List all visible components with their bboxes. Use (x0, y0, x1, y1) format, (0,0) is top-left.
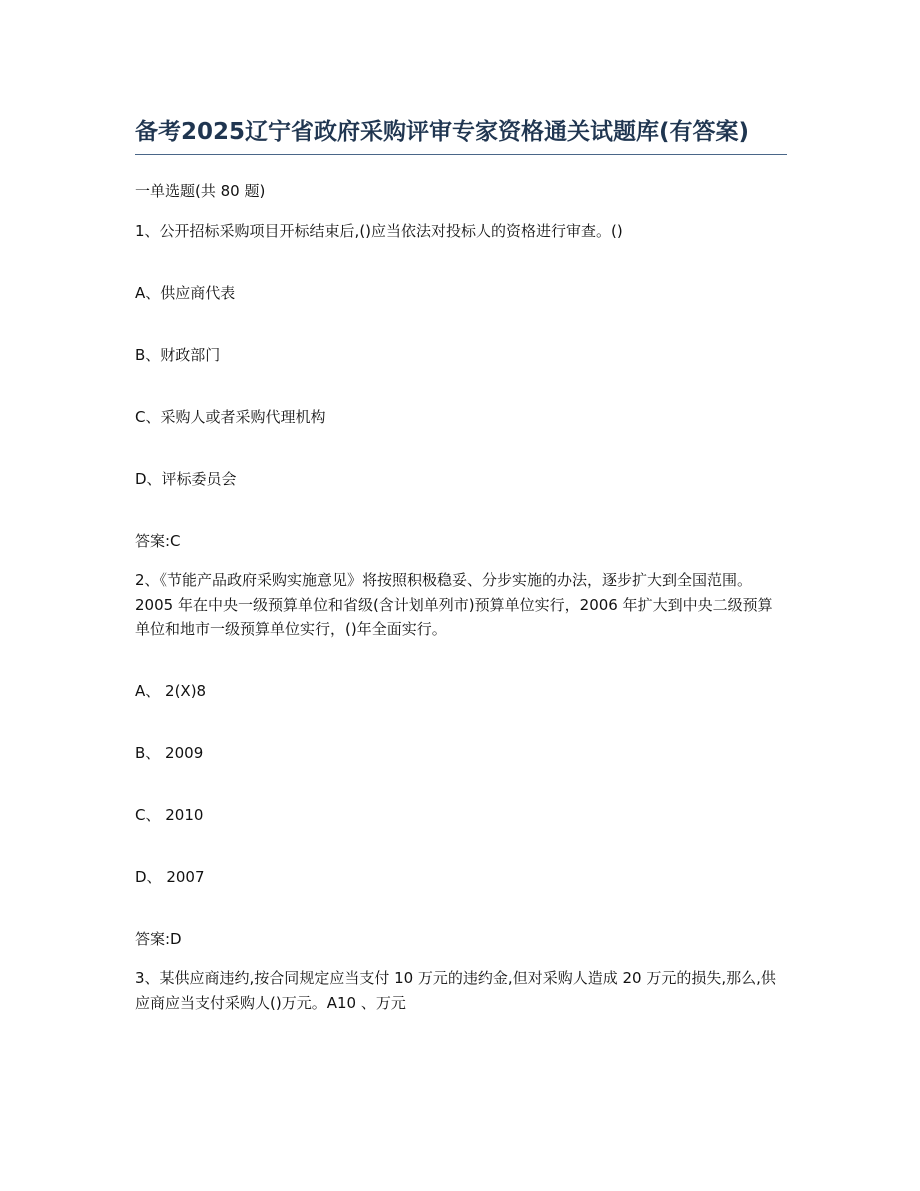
title-divider (135, 154, 787, 155)
question-1-option-c: C、采购人或者采购代理机构 (135, 408, 326, 426)
question-1-answer: 答案:C (135, 532, 181, 550)
question-1-option-d: D、评标委员会 (135, 470, 237, 488)
question-2-option-d: D、 2007 (135, 868, 205, 886)
question-1-option-b: B、财政部门 (135, 346, 221, 364)
question-2-answer: 答案:D (135, 930, 182, 948)
question-1-text: 1、公开招标采购项目开标结束后,()应当依法对投标人的资格进行审查。() (135, 222, 623, 240)
question-1-option-a: A、供应商代表 (135, 284, 236, 302)
question-2-option-a: A、 2(X)8 (135, 682, 207, 700)
question-3-text: 3、某供应商违约,按合同规定应当支付 10 万元的违约金,但对采购人造成 20 万元的损失,那么,供应商应当支付采购人()万元。A10 、万元 (135, 969, 776, 1012)
question-2-text: 2、《节能产品政府采购实施意见》将按照积极稳妥、分步实施的办法，逐步扩大到全国范围。2005 年在中央一级预算单位和省级(含计划单列市)预算单位实行，2006 年扩大到中央二级预算单位和地市一级预算单位实行，()年全面实行。 (135, 571, 773, 638)
question-2-option-b: B、 2009 (135, 744, 204, 762)
document-title: 备考2025辽宁省政府采购评审专家资格通关试题库(有答案) (135, 119, 750, 145)
question-2-option-c: C、 2010 (135, 806, 204, 824)
section-heading: 一单选题(共 80 题) (135, 182, 266, 200)
